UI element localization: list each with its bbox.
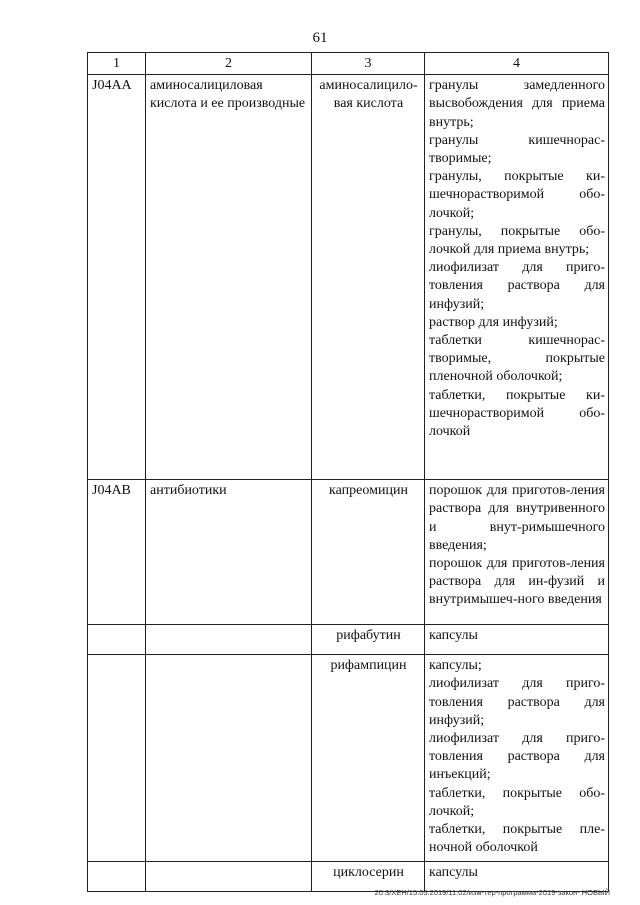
dosage-form: таблетки, покрытые ки-шечнорастворимой обо-лочкой	[429, 387, 605, 440]
atc-code: J04AA	[88, 75, 146, 480]
atc-code: J04AB	[88, 480, 146, 625]
dosage-form: лиофилизат для приго-товления раствора для инфузий;	[429, 676, 605, 728]
column-header-4: 4	[425, 53, 609, 75]
dosage-form: гранулы кишечнорас-творимые;	[429, 132, 605, 167]
dosage-form: капсулы;	[429, 658, 482, 674]
dosage-form: лиофилизат для приго-товления раствора для инфузий;	[429, 260, 605, 312]
dosage-form: порошок для приготов-ления раствора для ин-фузий и внутримышеч-ного введения	[429, 556, 605, 608]
atc-code	[88, 655, 146, 862]
pharmacological-group: аминосалициловая кислота и ее производные	[146, 75, 312, 480]
dosage-form: гранулы, покрытые обо-лочкой для приема внутрь;	[429, 223, 605, 258]
dosage-form: раствор для инфузий;	[429, 314, 558, 330]
dosage-form: таблетки, покрытые пле-ночной оболочкой	[429, 822, 605, 856]
drug-name: аминосалицило-вая кислота	[312, 75, 425, 480]
pharmacological-group: антибиотики	[146, 480, 312, 625]
dosage-form: таблетки, покрытые обо-лочкой;	[429, 785, 605, 819]
dosage-form: гранулы, покрытые ки-шечнорастворимой обо-лочкой;	[429, 169, 605, 221]
pharmacological-group	[146, 862, 312, 892]
drug-name: рифабутин	[312, 625, 425, 655]
dosage-form: таблетки кишечнорас-творимые, покрытые пленочной оболочкой;	[429, 333, 605, 385]
medication-table	[87, 52, 609, 892]
pharmacological-group	[146, 655, 312, 862]
table-row	[88, 625, 609, 655]
dosage-form: капсулы	[429, 628, 478, 644]
table-row	[88, 655, 609, 862]
drug-name: циклосерин	[312, 862, 425, 892]
dosage-forms	[425, 655, 609, 862]
column-header-1: 1	[88, 53, 146, 75]
table-row	[88, 480, 609, 625]
atc-code	[88, 862, 146, 892]
document-footer: 20.3/ХЕН/15.05.2019/11:02/изм-тер-программа-2019-закон- НОВЫЙ	[374, 888, 610, 897]
column-header-3: 3	[312, 53, 425, 75]
table-row	[88, 75, 609, 480]
dosage-forms	[425, 625, 609, 655]
pharmacological-group	[146, 625, 312, 655]
atc-code	[88, 625, 146, 655]
dosage-form: порошок для приготов-ления раствора для внутривенного и внут-римышечного введения;	[429, 483, 605, 553]
column-header-2: 2	[146, 53, 312, 75]
dosage-forms	[425, 480, 609, 625]
dosage-form: гранулы замедленного высвобождения для приема внутрь;	[429, 78, 605, 130]
drug-name: капреомицин	[312, 480, 425, 625]
drug-name: рифампицин	[312, 655, 425, 862]
header-row	[88, 53, 609, 75]
dosage-forms	[425, 75, 609, 480]
dosage-form: лиофилизат для приго-товления раствора для инъекций;	[429, 731, 605, 783]
dosage-form: капсулы	[429, 865, 478, 881]
page-number: 61	[312, 30, 328, 46]
